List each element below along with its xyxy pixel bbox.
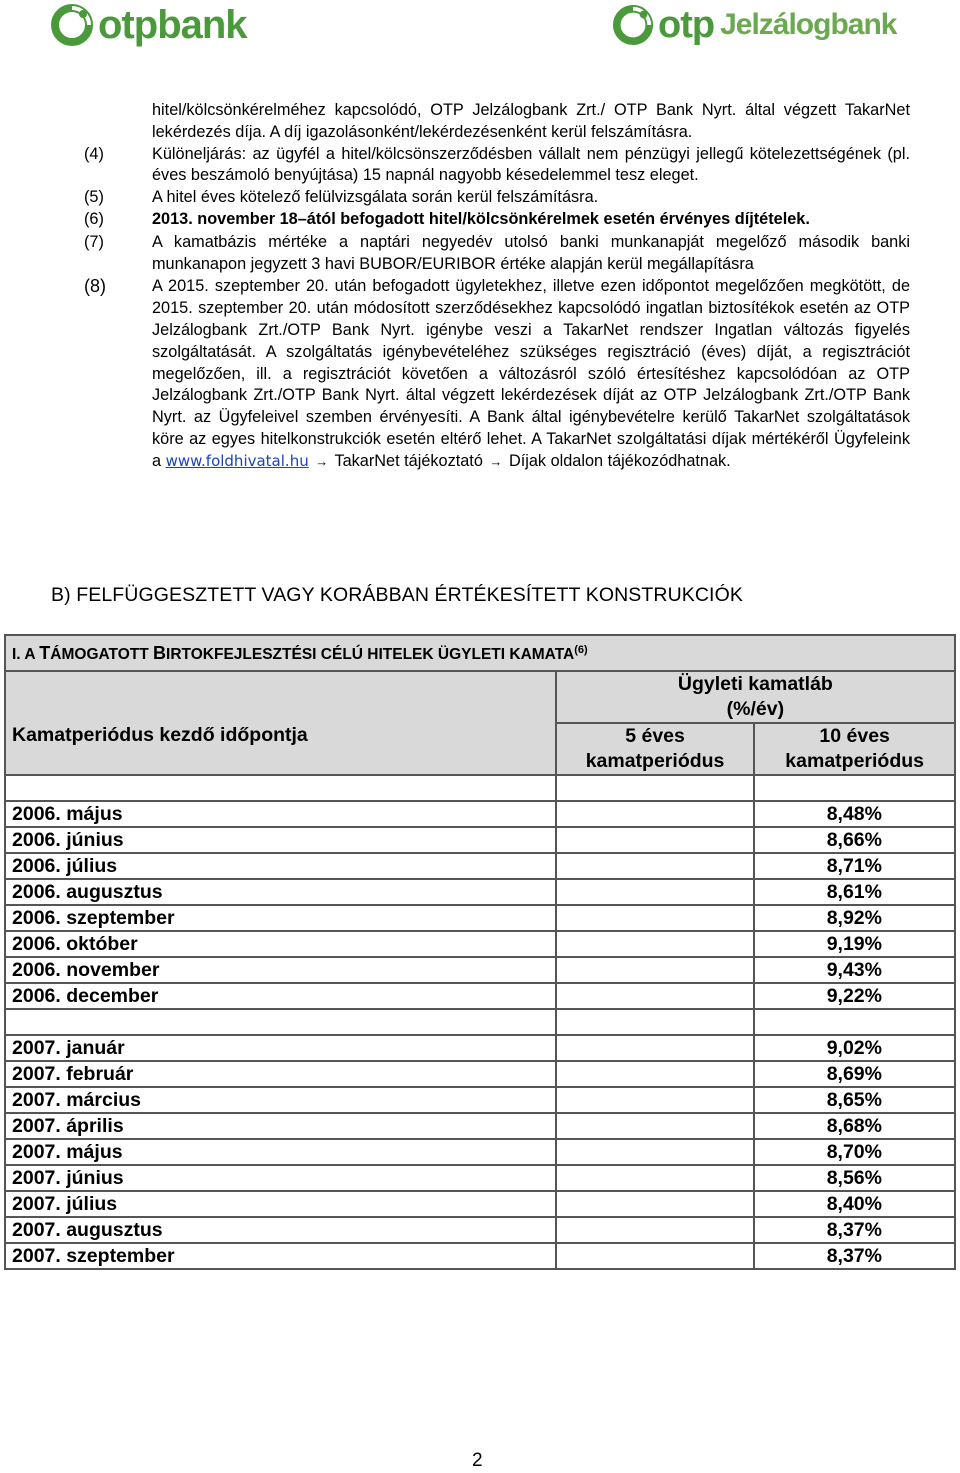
footnote-3-continued [84,100,910,144]
rate-10y-cell: 8,66% [754,827,955,853]
section-b-heading: B) FELFÜGGESZTETT VAGY KORÁBBAN ÉRTÉKESÍTETT KONSTRUKCIÓK [51,584,743,606]
rate-10y-cell: 9,02% [754,1035,955,1061]
table-row [5,1217,955,1243]
footnote-number: (7) [84,232,104,251]
table-body [5,775,955,1269]
table-row [5,1243,955,1269]
table-row [5,905,955,931]
footnote-6 [84,209,910,231]
rate-10y-cell: 8,92% [754,905,955,931]
period-column-header: Kamatperiódus kezdő időpontja [5,671,556,775]
rate-10y-cell: 8,65% [754,1087,955,1113]
5y-column-header: 5 éves kamatperiódus [556,723,755,775]
period-cell: 2007. július [5,1191,556,1217]
rate-5y-cell [556,853,755,879]
otp-swirl-icon [50,3,94,47]
rate-5y-cell [556,1139,755,1165]
table-row [5,1035,955,1061]
footnote-text: A kamatbázis mértéke a naptári negyedév utolsó banki munkanapját megelőző második banki munkanapon jegyzett 3 havi BUBOR/EURIBOR értéke alapján kerül megállapításra [152,232,910,273]
period-cell: 2006. július [5,853,556,879]
rate-10y-cell: 8,48% [754,801,955,827]
rate-5y-cell [556,983,755,1009]
rate-10y-cell: 8,40% [754,1191,955,1217]
rate-5y-cell [556,1113,755,1139]
rate-10y-cell: 9,19% [754,931,955,957]
footnote-number: (6) [84,209,104,228]
rate-5y-cell [556,1087,755,1113]
table-row [5,801,955,827]
rate-10y-cell: 8,61% [754,879,955,905]
rate-5y-cell [556,827,755,853]
table-row [5,827,955,853]
period-cell: 2006. május [5,801,556,827]
footnote-number: (5) [84,188,104,207]
period-cell: 2006. október [5,931,556,957]
period-cell: 2007. június [5,1165,556,1191]
interest-rate-table [4,634,956,1270]
period-cell: 2007. augusztus [5,1217,556,1243]
rate-10y-cell: 8,56% [754,1165,955,1191]
rate-10y-cell: 8,37% [754,1243,955,1269]
table-header-row [5,671,955,723]
otpbank-logo-text: otpbank [98,2,247,47]
rate-5y-cell [556,957,755,983]
table-row [5,879,955,905]
footnote-number: (4) [84,144,104,163]
period-cell: 2006. december [5,983,556,1009]
rate-5y-cell [556,1243,755,1269]
otp-jelzalogbank-logo [612,2,896,48]
table-title: I. A TÁMOGATOTT BIRTOKFEJLESZTÉSI CÉLÚ HITELEK ÜGYLETI KAMATA$^{(6)}$ [5,635,955,671]
arrow-right-icon: → [489,453,503,469]
table-row [5,983,955,1009]
rate-10y-cell: 8,37% [754,1217,955,1243]
rate-5y-cell [556,801,755,827]
period-cell: 2007. május [5,1139,556,1165]
table-row [5,1061,955,1087]
rate-5y-cell [556,1035,755,1061]
otp-swirl-icon [612,4,654,46]
10y-column-header: 10 éves kamatperiódus [754,723,955,775]
rate-5y-cell [556,1191,755,1217]
footnote-text: 2013. november 18–ától befogadott hitel/kölcsönkérelmek esetén érvényes díjtételek. [152,209,810,228]
period-cell: 2006. augusztus [5,879,556,905]
footnote-text: Különeljárás: az ügyfél a hitel/kölcsönszerződésben vállalt nem pénzügyi jellegű kötelezettségének (pl. éves beszámoló benyújtása) 15 napnál nagyobb késedelemmel tesz eleget. [152,144,910,185]
page-number: 2 [472,1450,483,1471]
rate-5y-cell [556,905,755,931]
rate-10y-cell: 8,70% [754,1139,955,1165]
spacer-row [5,1009,955,1035]
footnote-8 [84,276,910,472]
table-row [5,853,955,879]
period-cell: 2006. szeptember [5,905,556,931]
rate-5y-cell [556,1061,755,1087]
footnote-text-mid: TakarNet tájékoztató [334,451,483,470]
footnote-5 [84,187,910,209]
rate-5y-cell [556,1217,755,1243]
period-cell: 2007. március [5,1087,556,1113]
otp-logo-text: otp [658,3,715,46]
rate-5y-cell [556,1165,755,1191]
table-row [5,1191,955,1217]
otpbank-logo [50,2,247,48]
footnote-7 [84,232,910,276]
table-row [5,1165,955,1191]
rate-5y-cell [556,931,755,957]
rate-10y-cell: 8,69% [754,1061,955,1087]
table-row [5,1113,955,1139]
footnote-text: A hitel éves kötelező felülvizsgálata során kerül felszámításra. [152,188,599,207]
footnote-number: (8) [84,276,106,297]
rate-5y-cell [556,879,755,905]
table-row [5,1139,955,1165]
rate-10y-cell: 8,71% [754,853,955,879]
footnote-text-end: Díjak oldalon tájékozódhatnak. [508,451,731,470]
rate-10y-cell: 9,22% [754,983,955,1009]
arrow-right-icon: → [315,453,329,469]
period-cell: 2007. április [5,1113,556,1139]
footnote-4 [84,144,910,188]
table-row [5,931,955,957]
period-cell: 2007. szeptember [5,1243,556,1269]
jelzalogbank-logo-text: Jelzálogbank [720,8,897,41]
period-cell: 2007. február [5,1061,556,1087]
table-row [5,1087,955,1113]
foldhivatal-link[interactable]: www.foldhivatal.hu [165,451,309,470]
period-cell: 2007. január [5,1035,556,1061]
rate-10y-cell: 8,68% [754,1113,955,1139]
footnote-text: A 2015. szeptember 20. után befogadott ügyletekhez, illetve ezen időpontot megelőzően megkötött, de 2015. szeptember 20. után módosított szerződésekhez kapcsolódó ingatlan biztosítékok esetén az OTP Jelzálogbank Zrt./OTP Bank Nyrt. igénybe veszi a TakarNet rendszer Ingatlan változás figyelés szolgáltatását. A szolgáltatás igénybevételéhez szükséges regisztráció (éves) díját, a regisztrációt megelőzően, ill. a regisztrációt követően a változásról szóló értesítéshez kapcsolódóan az OTP Jelzálogbank Zrt./OTP Bank Nyrt. által végzett lekérdezések díját az OTP Jelzálogbank Zrt./OTP Bank Nyrt. az Ügyfeleivel szemben érvényesíti. A Bank által igénybevételre kerülő TakarNet szolgáltatások köre az egyes hitelkonstrukciók esetén eltérő lehet. A TakarNet szolgáltatási díjak mértékéről Ügyfeleink a [152,277,910,470]
rate-column-header: Ügyleti kamatláb (%/év) [556,671,955,723]
period-cell: 2006. november [5,957,556,983]
period-cell: 2006. június [5,827,556,853]
table-title-row [5,635,955,671]
footnotes [84,100,910,473]
table-row [5,957,955,983]
rate-10y-cell: 9,43% [754,957,955,983]
spacer-row [5,775,955,801]
footnote-text: hitel/kölcsönkérelméhez kapcsolódó, OTP Jelzálogbank Zrt./ OTP Bank Nyrt. által végzett TakarNet lekérdezés díja. A díj igazolásonként/lekérdezésenként kerül felszámításra. [152,101,910,141]
